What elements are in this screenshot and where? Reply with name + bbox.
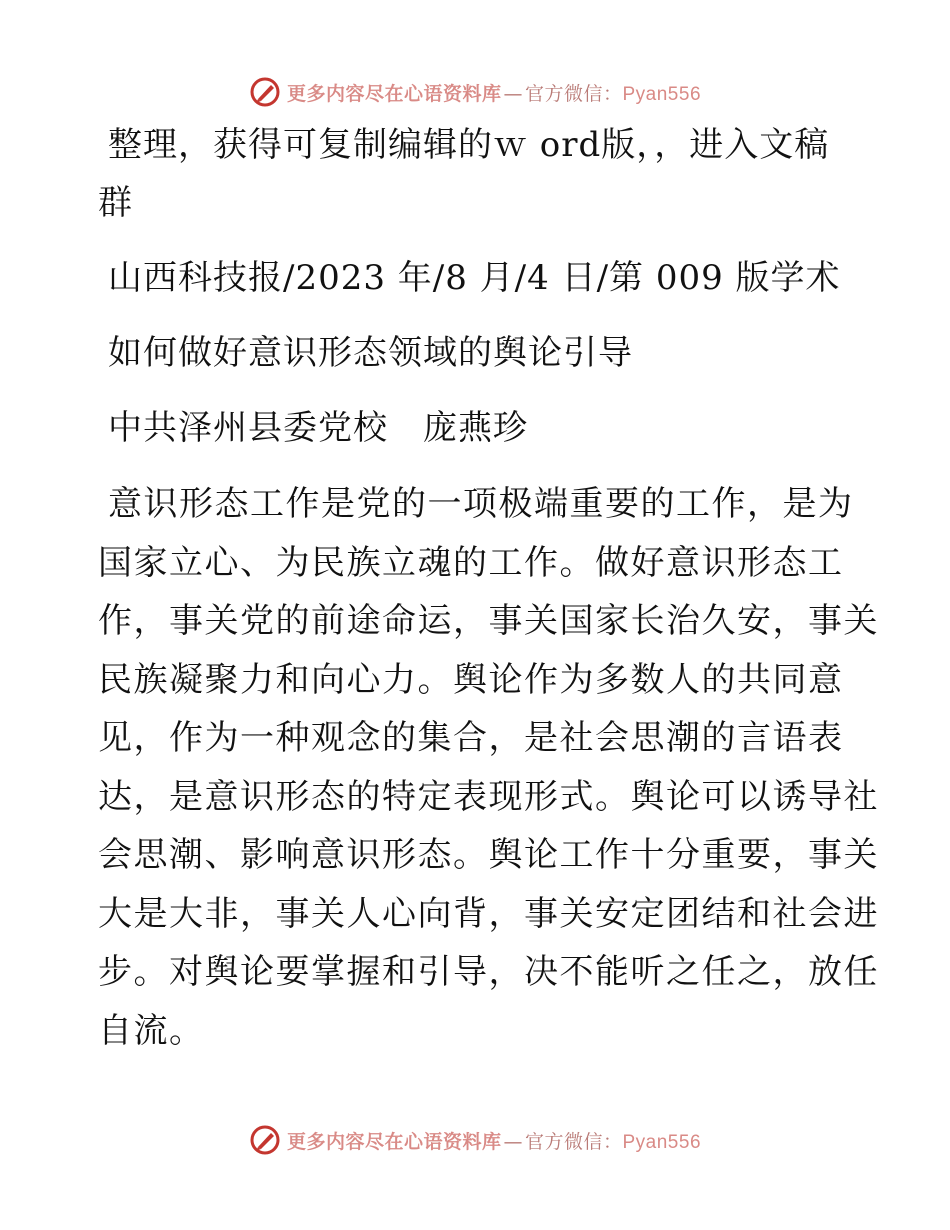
banner-wechat-label: 官方微信： [524, 1130, 623, 1153]
paragraph-line: 国家立心、为民族立魂的工作。做好意识形态工 [98, 542, 844, 583]
intro-line-2: 群 [98, 183, 133, 223]
paragraph-line: 见，作为一种观念的集合，是社会思潮的言语表 [98, 718, 844, 758]
paragraph-line: 民族凝聚力和向心力。舆论作为多数人的共同意 [98, 659, 844, 700]
article-paragraph [98, 475, 879, 1060]
banner-separator: — [503, 1130, 523, 1153]
pen-logo-icon [249, 1124, 281, 1156]
paragraph-line: 自流。 [98, 1010, 205, 1051]
paragraph-line: 达，是意识形态的特定表现形式。舆论可以诱导社 [98, 776, 879, 817]
banner-main-text: 更多内容尽在心语资料库 [286, 82, 502, 105]
paragraph-line: 作，事关党的前途命运，事关国家长治久安，事关 [98, 601, 879, 641]
banner-main-text: 更多内容尽在心语资料库 [286, 1130, 502, 1153]
intro-line-1: 整理，获得可复制编辑的ｗ ord版，，进入文稿 [108, 125, 830, 165]
paragraph-line: 会思潮、影响意识形态。舆论工作十分重要，事关 [98, 835, 879, 875]
banner-wechat-id: Pyan556 [622, 83, 702, 105]
banner-separator: — [503, 82, 523, 105]
paragraph-line: 意识形态工作是党的一项极端重要的工作，是为 [108, 484, 854, 524]
banner-wechat-id: Pyan556 [622, 1131, 702, 1153]
article-title: 如何做好意识形态领域的舆论引导 [108, 333, 633, 373]
header-banner [0, 72, 950, 112]
paragraph-line: 步。对舆论要掌握和引导，决不能听之任之，放任 [98, 952, 879, 992]
pen-logo-icon [249, 76, 281, 108]
banner-wechat-label: 官方微信： [524, 82, 623, 105]
footer-banner [0, 1120, 950, 1160]
source-line: 山西科技报/2023 年/8 月/4 日/第 009 版学术 [108, 258, 841, 298]
author-line: 中共泽州县委党校 庞燕珍 [108, 408, 528, 448]
paragraph-line: 大是大非，事关人心向背，事关安定团结和社会进 [98, 893, 879, 934]
